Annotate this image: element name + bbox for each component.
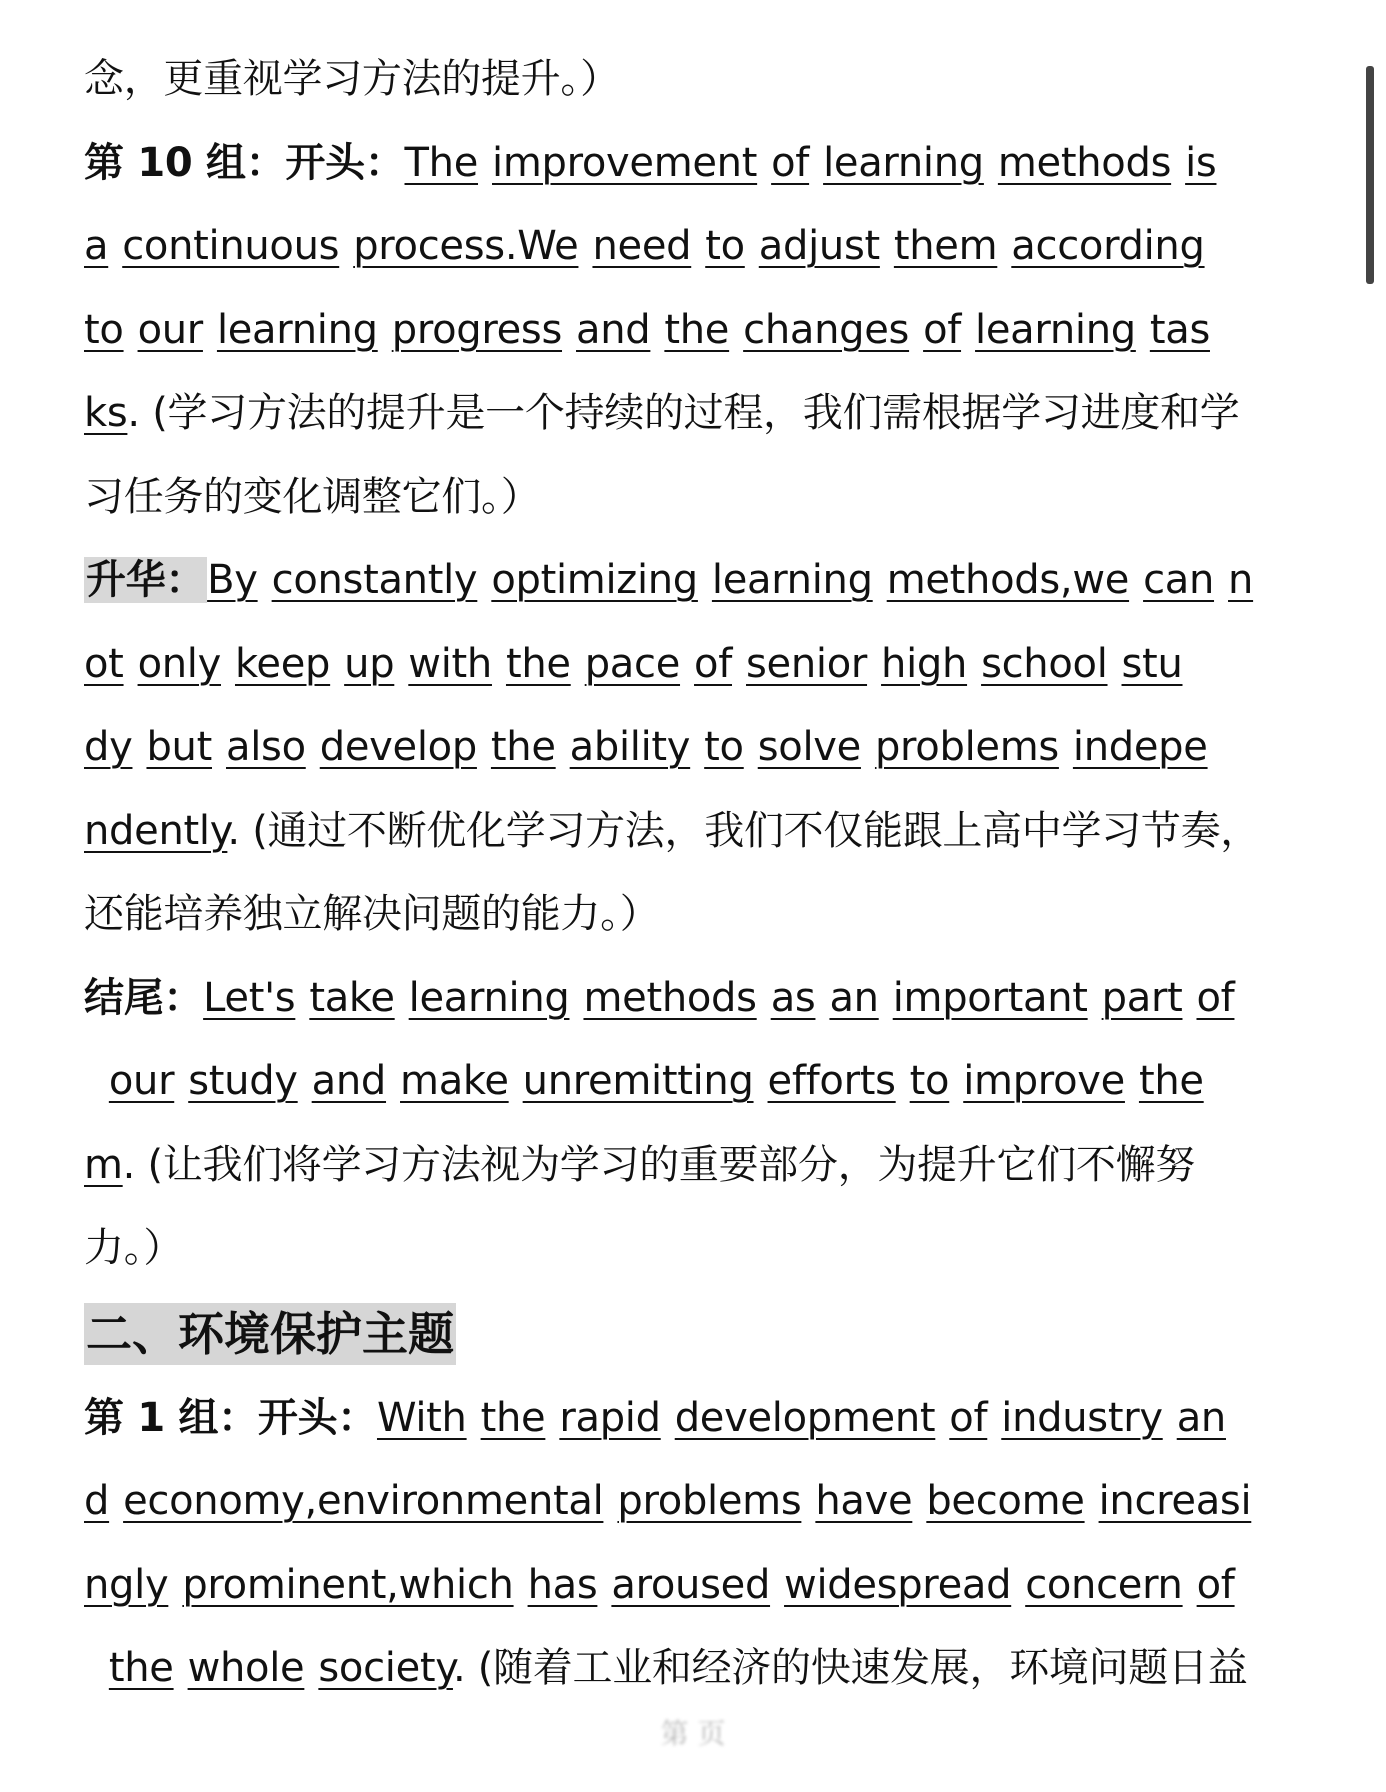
- text-span: 力。）: [84, 1225, 184, 1271]
- underlined-word: industry: [1001, 1394, 1163, 1441]
- text-line: [84, 790, 1304, 874]
- underlined-word: tas: [1149, 306, 1210, 353]
- english-sentence: [84, 1645, 453, 1691]
- text-span: . (学习方法的提升是一个持续的过程，我们需根据学习进度和学: [127, 390, 1240, 436]
- underlined-word: of: [1196, 974, 1235, 1021]
- underlined-word: up: [344, 640, 395, 687]
- text-span: 还能培养独立解决问题的能力。）: [84, 891, 660, 937]
- text-line: [84, 38, 1304, 122]
- underlined-word: n: [1228, 557, 1254, 603]
- underlined-word: economy,environmental: [123, 1478, 604, 1524]
- underlined-word: our: [108, 1058, 175, 1104]
- underlined-word: solve: [757, 724, 861, 770]
- text-line: [84, 623, 1304, 707]
- underlined-word: with: [408, 640, 492, 687]
- underlined-word: problems: [617, 1478, 802, 1524]
- underlined-word: them: [893, 223, 998, 269]
- text-span: 念，更重视学习方法的提升。）: [84, 56, 620, 102]
- english-sentence: [84, 1562, 1235, 1608]
- underlined-word: prominent,which: [182, 1561, 514, 1608]
- underlined-word: stu: [1121, 640, 1183, 687]
- underlined-word: learning: [216, 306, 378, 353]
- underlined-word: high: [881, 640, 968, 687]
- section-heading-text: 二、环境保护主题: [84, 1303, 456, 1365]
- underlined-word: improvement: [492, 139, 758, 186]
- underlined-word: adjust: [758, 223, 880, 269]
- page-footer: 第 页: [660, 1717, 726, 1750]
- text-line: [84, 1544, 1304, 1628]
- underlined-word: problems: [874, 724, 1059, 770]
- text-span: . (通过不断优化学习方法，我们不仅能跟上高中学习节奏，: [227, 807, 1261, 854]
- english-sentence: [84, 390, 127, 436]
- section-label: 第 1 组：开头：: [84, 1394, 377, 1441]
- text-line: [84, 873, 1304, 957]
- underlined-word: of: [949, 1394, 988, 1441]
- underlined-word: have: [815, 1478, 913, 1524]
- underlined-word: take: [309, 974, 395, 1021]
- english-sentence: [203, 975, 1234, 1021]
- scrollbar[interactable]: [1366, 66, 1374, 284]
- underlined-word: With: [376, 1394, 467, 1441]
- text-line: [84, 706, 1304, 790]
- underlined-word: increasi: [1098, 1478, 1252, 1524]
- underlined-word: pace: [584, 640, 681, 687]
- underlined-word: to: [704, 724, 744, 770]
- english-sentence: [405, 140, 1217, 186]
- text-line: [84, 1627, 1304, 1711]
- underlined-word: need: [592, 223, 692, 269]
- text-span: . (随着工业和经济的快速发展，环境问题日益: [452, 1645, 1248, 1691]
- section-label: 第 10 组：开头：: [84, 139, 405, 186]
- underlined-word: make: [400, 1058, 509, 1104]
- section-heading: [84, 1291, 1304, 1377]
- underlined-word: an: [829, 974, 879, 1021]
- text-line: [84, 957, 1304, 1041]
- underlined-word: methods,we: [886, 557, 1130, 603]
- underlined-word: our: [137, 306, 203, 353]
- text-line: [84, 289, 1304, 373]
- text-line: [84, 539, 1304, 623]
- english-sentence: [377, 1395, 1226, 1441]
- english-sentence: [207, 557, 1253, 603]
- underlined-word: also: [226, 724, 306, 770]
- underlined-word: m: [84, 1141, 123, 1188]
- english-sentence: [84, 307, 1210, 353]
- underlined-word: and: [311, 1058, 387, 1104]
- underlined-word: part: [1101, 974, 1183, 1021]
- underlined-word: widespread: [784, 1561, 1012, 1608]
- english-sentence: [84, 223, 1205, 269]
- underlined-word: By: [207, 557, 258, 603]
- underlined-word: to: [705, 223, 745, 269]
- underlined-word: according: [1011, 223, 1205, 269]
- underlined-word: of: [923, 306, 962, 353]
- underlined-word: ability: [569, 724, 691, 770]
- underlined-word: and: [576, 306, 651, 353]
- underlined-word: of: [694, 640, 732, 687]
- text-line: [84, 1040, 1304, 1124]
- underlined-word: rapid: [559, 1394, 661, 1441]
- underlined-word: unremitting: [522, 1058, 754, 1104]
- underlined-word: aroused: [611, 1561, 771, 1608]
- english-sentence: [84, 641, 1183, 687]
- english-sentence: [84, 724, 1208, 770]
- underlined-word: learning: [823, 139, 984, 186]
- underlined-word: learning: [975, 306, 1136, 353]
- underlined-word: ngly: [84, 1561, 169, 1608]
- underlined-word: methods: [583, 974, 757, 1021]
- underlined-word: continuous: [122, 223, 340, 269]
- underlined-word: keep: [234, 640, 331, 687]
- english-sentence: [84, 1142, 123, 1188]
- english-sentence: [84, 808, 227, 854]
- underlined-word: the: [1138, 1058, 1204, 1104]
- underlined-word: has: [527, 1561, 598, 1608]
- underlined-word: progress: [391, 306, 563, 353]
- text-line: [84, 456, 1304, 540]
- underlined-word: the: [480, 1394, 546, 1441]
- underlined-word: senior: [746, 640, 868, 687]
- underlined-word: optimizing: [491, 557, 698, 603]
- section-label: 升华：: [86, 557, 206, 603]
- underlined-word: ot: [84, 640, 124, 687]
- english-sentence: [84, 1478, 1251, 1524]
- underlined-word: an: [1176, 1394, 1226, 1441]
- underlined-word: become: [926, 1478, 1085, 1524]
- underlined-word: learning: [408, 974, 570, 1021]
- text-span: . (让我们将学习方法视为学习的重要部分，为提升它们不懈努: [122, 1141, 1196, 1188]
- underlined-word: dy: [84, 724, 133, 770]
- underlined-word: improve: [963, 1058, 1125, 1104]
- underlined-word: develop: [319, 724, 477, 770]
- underlined-word: important: [892, 974, 1088, 1021]
- underlined-word: ks: [84, 390, 128, 436]
- underlined-word: the: [505, 640, 571, 687]
- underlined-word: to: [909, 1058, 950, 1104]
- underlined-word: ndently: [84, 807, 228, 854]
- underlined-word: of: [1196, 1561, 1235, 1608]
- text-line: [84, 1124, 1304, 1208]
- underlined-word: to: [84, 306, 124, 353]
- underlined-word: concern: [1025, 1561, 1183, 1608]
- underlined-word: a: [84, 223, 109, 269]
- underlined-word: but: [146, 724, 212, 770]
- text-line: [84, 122, 1304, 206]
- underlined-word: the: [108, 1645, 174, 1691]
- text-span: 习任务的变化调整它们。）: [84, 473, 541, 520]
- english-sentence: [84, 1058, 1204, 1104]
- underlined-word: only: [137, 640, 221, 687]
- underlined-word: process.We: [353, 223, 579, 269]
- underlined-word: learning: [711, 557, 873, 603]
- document-page: [84, 38, 1304, 1711]
- underlined-word: The: [404, 139, 479, 186]
- underlined-word: whole: [187, 1645, 305, 1691]
- underlined-word: changes: [743, 306, 910, 353]
- text-line: [84, 205, 1304, 289]
- underlined-word: the: [664, 306, 730, 353]
- text-line: [84, 1460, 1304, 1544]
- section-label: 结尾：: [84, 974, 204, 1021]
- underlined-word: as: [770, 974, 816, 1021]
- underlined-word: methods: [997, 139, 1172, 186]
- underlined-word: school: [981, 640, 1108, 687]
- underlined-word: indepe: [1072, 724, 1208, 770]
- underlined-word: is: [1185, 139, 1217, 186]
- underlined-word: of: [771, 139, 810, 186]
- underlined-word: development: [674, 1394, 936, 1441]
- underlined-word: constantly: [271, 557, 478, 603]
- text-line: [84, 372, 1304, 456]
- underlined-word: d: [84, 1478, 110, 1524]
- underlined-word: Let's: [203, 974, 296, 1021]
- underlined-word: study: [188, 1058, 298, 1104]
- underlined-word: can: [1143, 557, 1215, 603]
- underlined-word: society: [318, 1645, 453, 1691]
- underlined-word: efforts: [767, 1058, 896, 1104]
- text-line: [84, 1377, 1304, 1461]
- text-line: [84, 1207, 1304, 1291]
- underlined-word: the: [490, 724, 556, 770]
